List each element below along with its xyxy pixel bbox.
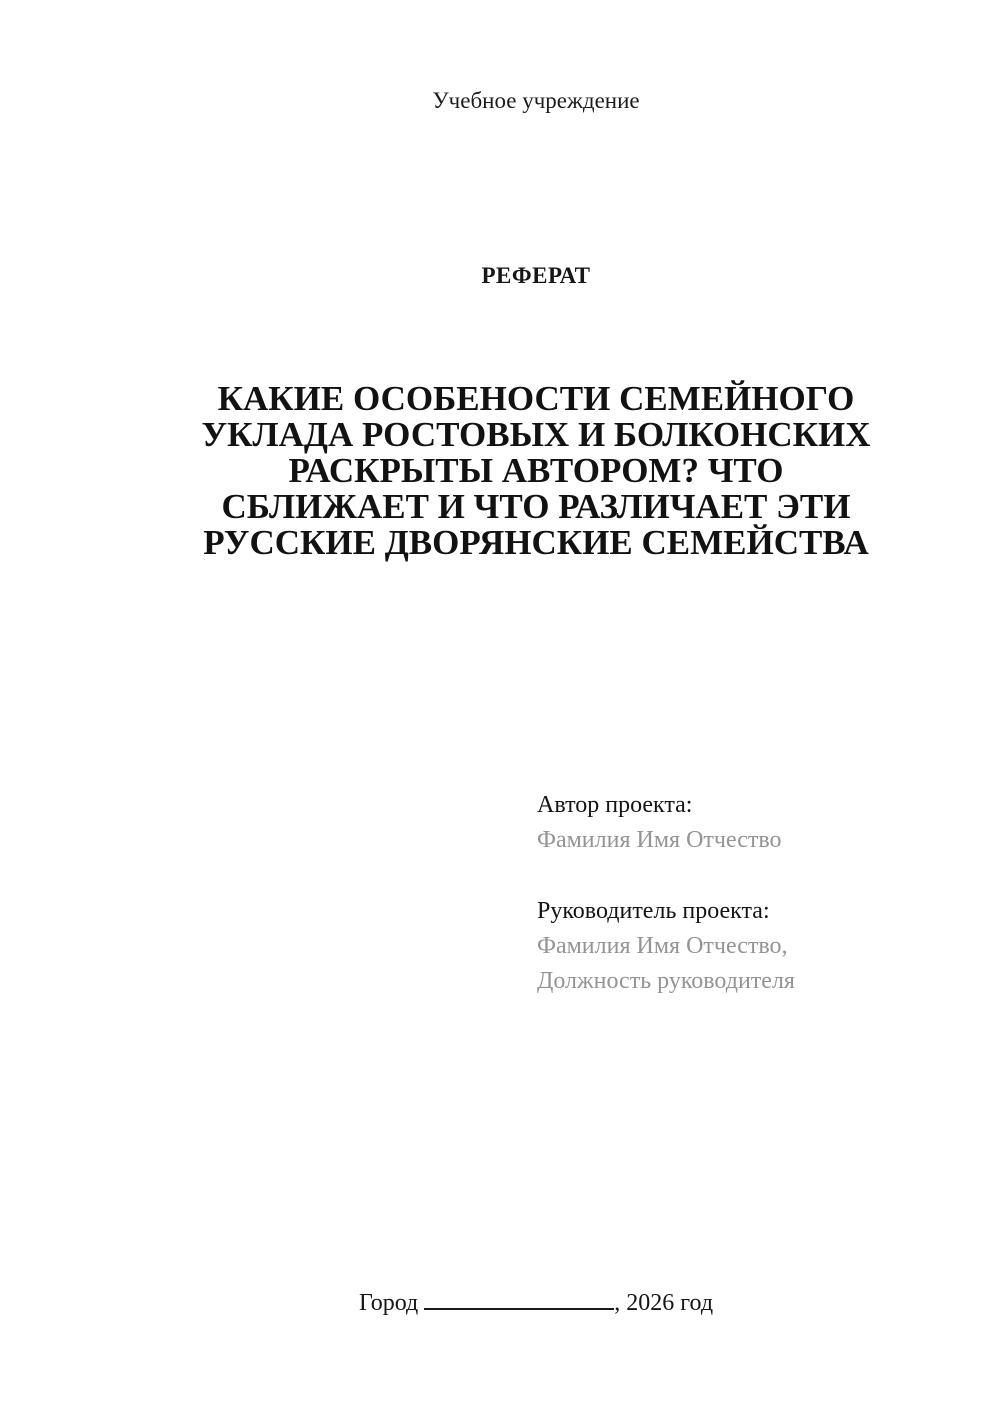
year-text: , 2026 год (614, 1290, 714, 1316)
document-type-heading: РЕФЕРАТ (481, 263, 591, 288)
author-block (537, 788, 782, 858)
document-title (143, 381, 929, 561)
document-title-line: РАСКРЫТЫ АВТОРОМ? ЧТО (288, 451, 784, 490)
author-name-placeholder: Фамилия Имя Отчество (537, 827, 782, 853)
supervisor-block (537, 894, 795, 999)
document-title-line: РУССКИЕ ДВОРЯНСКИЕ СЕМЕЙСТВА (203, 523, 869, 562)
author-label: Автор проекта: (537, 792, 693, 818)
document-title-line: УКЛАДА РОСТОВЫХ И БОЛКОНСКИХ (201, 415, 871, 454)
city-label: Город (358, 1290, 419, 1316)
blank-fill-line (424, 1308, 614, 1310)
city-year-line (143, 1286, 929, 1320)
supervisor-label: Руководитель проекта: (537, 898, 770, 924)
document-title-line: КАКИЕ ОСОБЕНОСТИ СЕМЕЙНОГО (217, 379, 855, 418)
supervisor-name-placeholder: Фамилия Имя Отчество, (537, 933, 788, 959)
institution-name: Учебное учреждение (432, 88, 640, 113)
document-title-line: СБЛИЖАЕТ И ЧТО РАЗЛИЧАЕТ ЭТИ (221, 487, 851, 526)
supervisor-position-placeholder: Должность руководителя (537, 968, 795, 994)
